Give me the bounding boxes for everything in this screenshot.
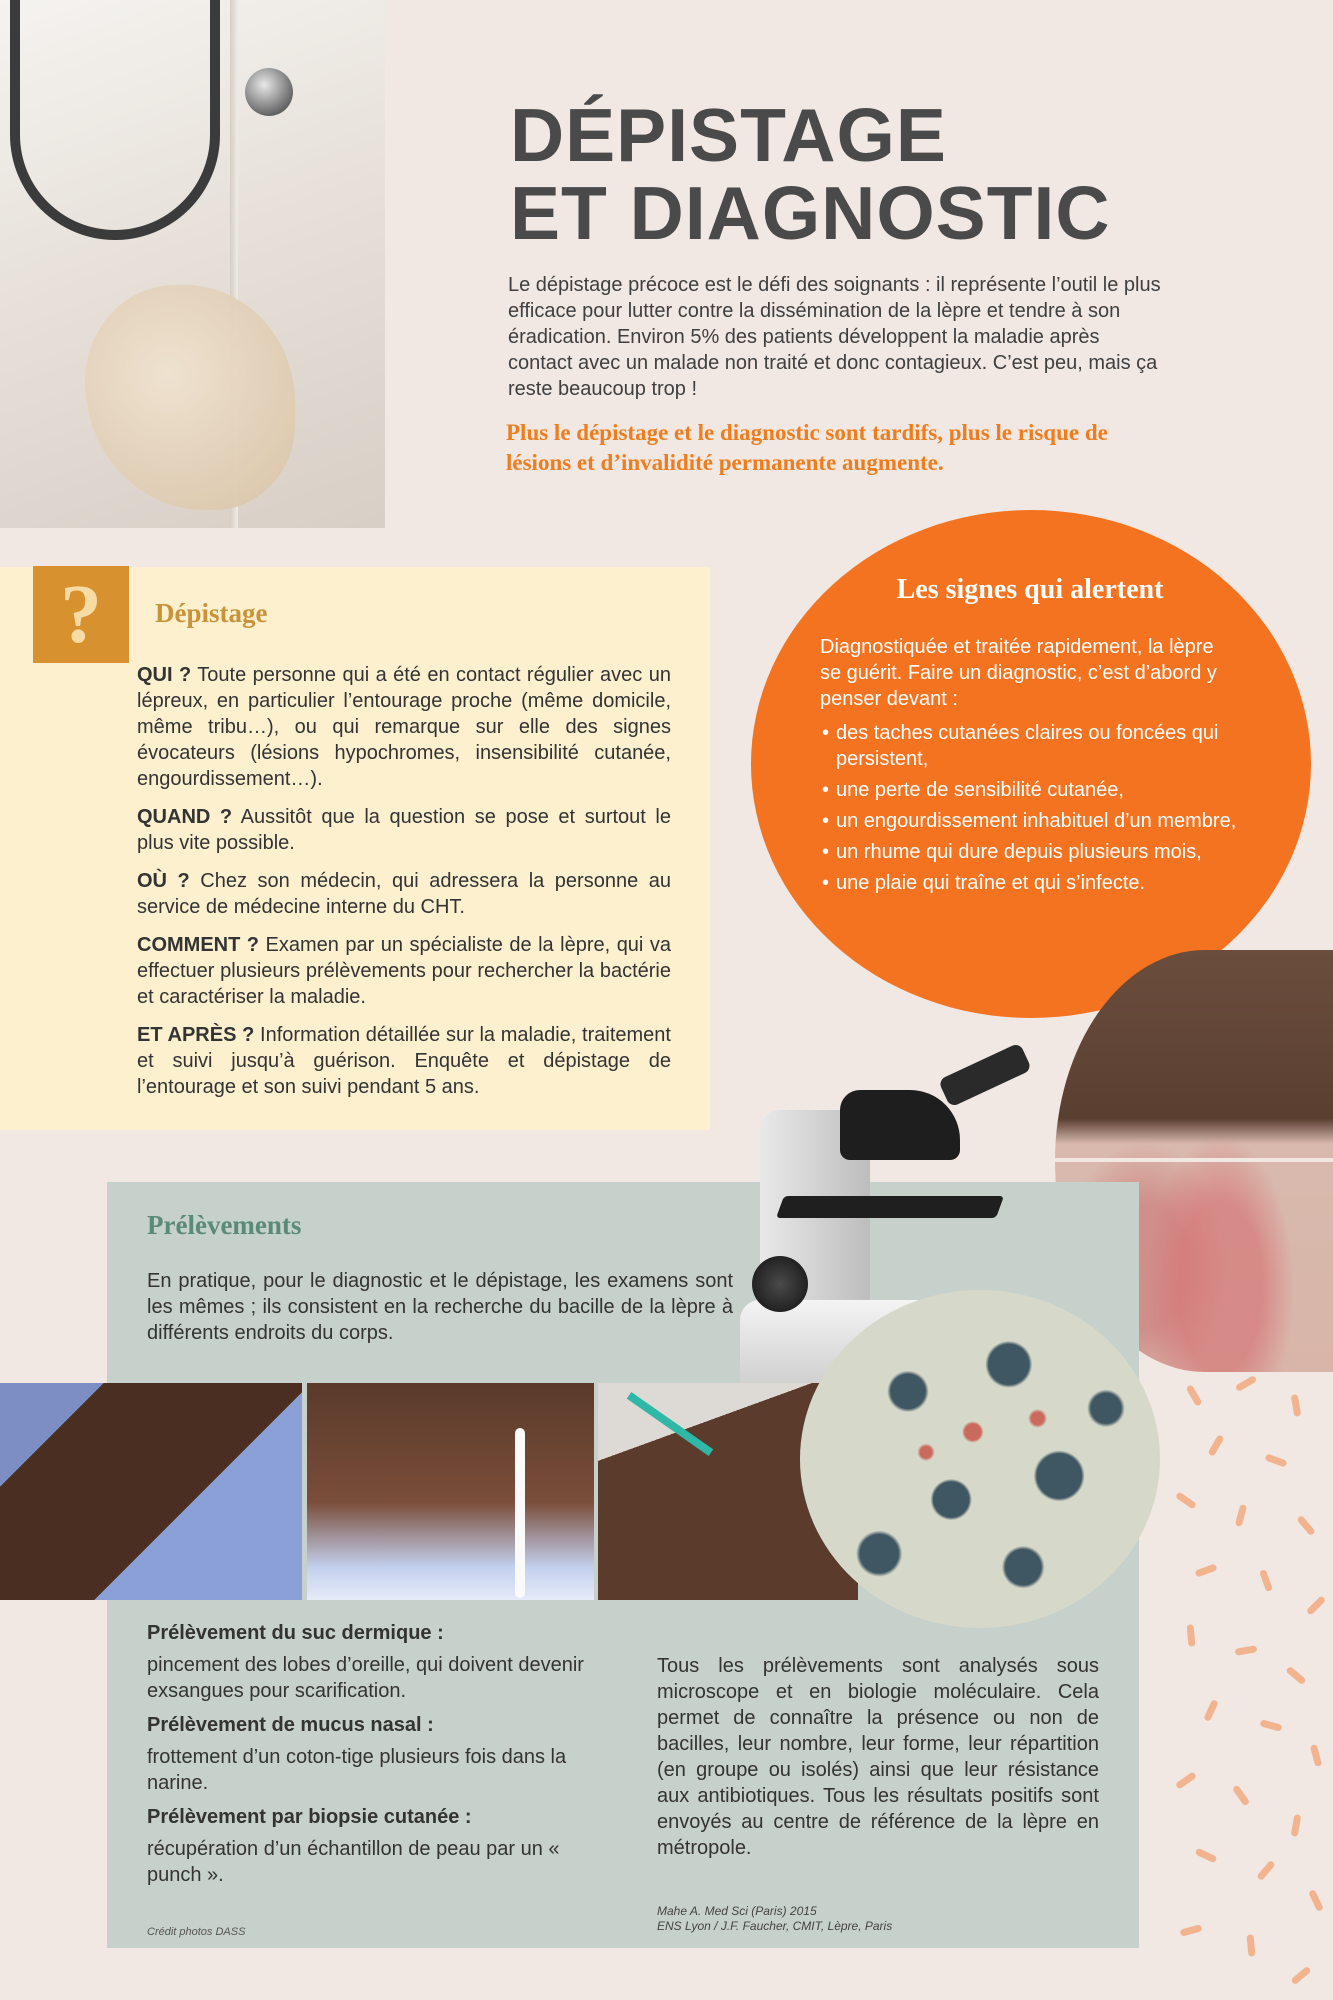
analysis-paragraph: Tous les prélèvements sont analysés sous microscope et en biologie moléculaire. Cela permet de connaître la présence ou non de bacilles, leur nombre, leur forme, leur répartition (en groupe ou isolés) ainsi que leur résistance aux antibiotiques. Tous les résultats positifs sont envoyés au centre de référence de la lèpre en métropole.: [657, 1655, 1099, 1859]
microscope-knob: [752, 1256, 808, 1312]
microscope-stage: [776, 1196, 1004, 1218]
item-text: Information détaillée sur la maladie, traitement et suivi jusqu’à guérison. Enquête et dépistage de l’entourage et son suivi pendant 5 ans.: [137, 1024, 671, 1098]
list-item: • un rhume qui dure depuis plusieurs mois,: [820, 839, 1240, 865]
dash-mark: [1259, 1569, 1273, 1592]
gloved-hands: [85, 285, 295, 510]
signs-list: [820, 720, 1240, 901]
dash-mark: [1308, 1889, 1324, 1912]
cotton-swab: [515, 1428, 525, 1598]
list-item: • des taches cutanées claires ou foncées qui persistent,: [820, 720, 1240, 772]
dash-mark: [1185, 1384, 1202, 1407]
bacilli-micrograph: [800, 1290, 1160, 1628]
prelevements-title: Prélèvements: [147, 1210, 302, 1240]
dash-mark: [1203, 1699, 1219, 1722]
dash-mark: [1195, 1848, 1218, 1864]
item-text: Aussitôt que la question se pose et surtout le plus vite possible.: [137, 806, 672, 854]
item-label: OÙ ?: [137, 870, 190, 892]
depistage-title: Dépistage: [155, 598, 268, 628]
dash-mark: [1296, 1515, 1316, 1536]
dash-mark: [1290, 1966, 1311, 1986]
method-text: récupération d’un échantillon de peau par un « punch ».: [147, 1838, 560, 1886]
dash-mark: [1247, 1934, 1256, 1957]
depistage-item-ou: [137, 868, 671, 920]
ear-sample-photo: [0, 1383, 302, 1600]
photo-divider: [1055, 1158, 1333, 1162]
dash-mark: [1235, 1375, 1258, 1392]
dash-mark: [1306, 1595, 1327, 1616]
dash-mark: [1264, 1453, 1287, 1467]
dash-mark: [1207, 1434, 1224, 1457]
sampling-methods: [147, 1620, 587, 1896]
method-text: frottement d’un coton-tige plusieurs fois dans la narine.: [147, 1746, 567, 1794]
dash-mark: [1175, 1491, 1197, 1509]
method-heading: Prélèvement par biopsie cutanée :: [147, 1806, 472, 1828]
dash-mark: [1256, 1860, 1276, 1881]
item-text: Toute personne qui a été en contact régulier avec un lépreux, en particulier l’entourage proche (même domicile, même tribu…), ou qui remarque sur elle des signes évocateurs (lésions hypochromes, insensibilité cutanée, engourdissement…).: [137, 664, 671, 790]
dash-mark: [1285, 1666, 1306, 1686]
dash-mark: [1235, 1504, 1247, 1527]
dash-mark: [1259, 1719, 1282, 1731]
list-item: • une plaie qui traîne et qui s’infecte.: [820, 870, 1240, 896]
reference-line: Mahe A. Med Sci (Paris) 2015: [657, 1904, 817, 1918]
list-item: • un engourdissement inhabituel d’un membre,: [820, 808, 1240, 834]
title-line-2: ET DIAGNOSTIC: [510, 171, 1111, 255]
depistage-item-quand: [137, 804, 671, 856]
microscope-eyepiece: [938, 1042, 1032, 1107]
dash-mark: [1194, 1563, 1217, 1577]
dash-mark: [1291, 1814, 1302, 1837]
depistage-body: [137, 662, 671, 1112]
references: [657, 1904, 1057, 1934]
question-mark-icon: ?: [33, 566, 129, 663]
stethoscope-bell: [245, 68, 293, 116]
method-heading: Prélèvement de mucus nasal :: [147, 1714, 434, 1736]
stethoscope-tube: [10, 0, 220, 240]
item-label: QUAND ?: [137, 806, 233, 828]
item-text: Examen par un spécialiste de la lèpre, qui va effectuer plusieurs prélèvements pour rechercher la bactérie et caractériser la maladie.: [137, 934, 671, 1008]
microscope-head: [840, 1090, 960, 1160]
lead-statement: Plus le dépistage et le diagnostic sont tardifs, plus le risque de lésions et d’invalidité permanente augmente.: [506, 420, 1108, 475]
item-label: ET APRÈS ?: [137, 1024, 255, 1046]
signs-title: Les signes qui alertent: [896, 574, 1164, 605]
method-text: pincement des lobes d’oreille, qui doivent devenir exsangues pour scarification.: [147, 1654, 584, 1702]
dash-mark: [1175, 1771, 1197, 1789]
doctor-photo: [0, 0, 385, 528]
depistage-item-comment: [137, 932, 671, 1010]
dash-mark: [1232, 1784, 1250, 1806]
photo-credit: Crédit photos DASS: [147, 1926, 246, 1938]
signs-intro: Diagnostiquée et traitée rapidement, la lèpre se guérit. Faire un diagnostic, c’est d’abord y penser devant :: [820, 636, 1217, 710]
item-label: QUI ?: [137, 664, 192, 686]
item-text: Chez son médecin, qui adressera la personne au service de médecine interne du CHT.: [137, 870, 671, 918]
decorative-pattern: [1165, 1372, 1333, 2000]
intro-paragraph: Le dépistage précoce est le défi des soignants : il représente l’outil le plus efficace pour lutter contre la dissémination de la lèpre et tendre à son éradication. Environ 5% des patients développent la maladie après contact avec un malade non traité et donc contagieux. C’est peu, mais ça reste beaucoup trop !: [508, 274, 1161, 400]
dash-mark: [1235, 1645, 1258, 1656]
dash-mark: [1179, 1924, 1202, 1936]
prelevements-intro: En pratique, pour le diagnostic et le dépistage, les examens sont les mêmes ; ils consistent en la recherche du bacille de la lèpre à différents endroits du corps.: [147, 1270, 733, 1344]
reference-line: ENS Lyon / J.F. Faucher, CMIT, Lèpre, Paris: [657, 1919, 893, 1933]
method-heading: Prélèvement du suc dermique :: [147, 1622, 444, 1644]
nasal-sample-photo: [307, 1383, 594, 1600]
page-title: [510, 93, 1210, 255]
list-item: • une perte de sensibilité cutanée,: [820, 777, 1240, 803]
title-line-1: DÉPISTAGE: [510, 93, 947, 177]
dash-mark: [1187, 1624, 1196, 1647]
depistage-item-qui: [137, 662, 671, 792]
item-label: COMMENT ?: [137, 934, 260, 956]
dash-mark: [1310, 1744, 1322, 1767]
dash-mark: [1291, 1394, 1302, 1417]
depistage-item-apres: [137, 1022, 671, 1100]
